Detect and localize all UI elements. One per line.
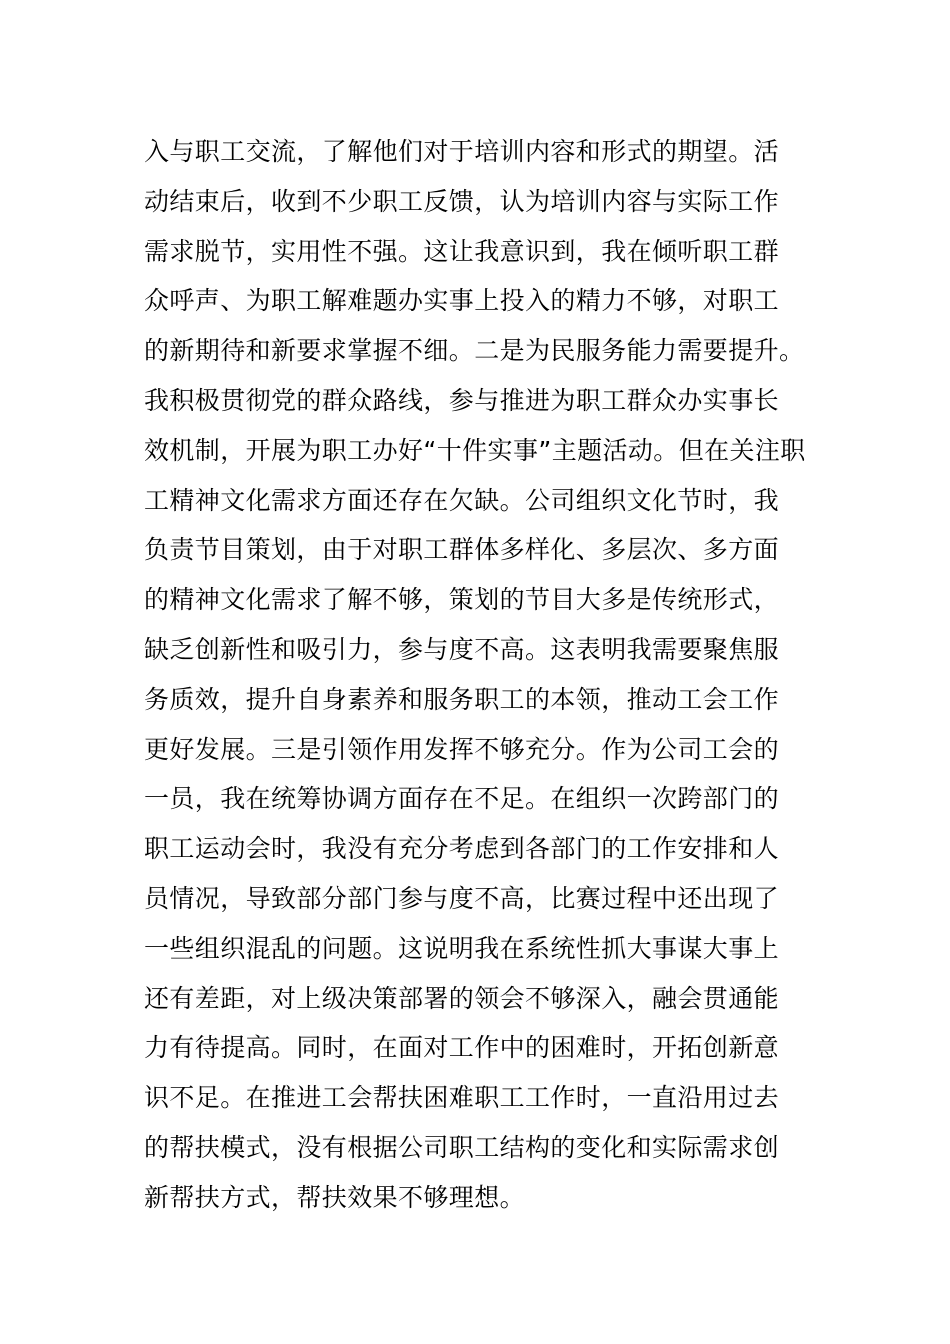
body-paragraph <box>144 127 824 1223</box>
text-line: 务质效，提升自身素养和服务职工的本领，推动工会工作 <box>144 684 780 714</box>
text-line: 更好发展。三是引领作用发挥不够充分。作为公司工会的 <box>144 734 780 764</box>
text-line: 工精神文化需求方面还存在欠缺。公司组织文化节时，我 <box>144 485 780 515</box>
text-line: 一些组织混乱的问题。这说明我在系统性抓大事谋大事上 <box>144 933 780 963</box>
text-line: 新帮扶方式，帮扶效果不够理想。 <box>144 1182 526 1212</box>
text-line: 还有差距，对上级决策部署的领会不够深入，融会贯通能 <box>144 983 780 1013</box>
text-line: 的帮扶模式，没有根据公司职工结构的变化和实际需求创 <box>144 1132 780 1162</box>
text-line: 缺乏创新性和吸引力，参与度不高。这表明我需要聚焦服 <box>144 634 780 664</box>
text-line: 我积极贯彻党的群众路线，参与推进为职工群众办实事长 <box>144 385 780 415</box>
text-line: 需求脱节，实用性不强。这让我意识到，我在倾听职工群 <box>144 236 780 266</box>
text-line: 识不足。在推进工会帮扶困难职工工作时，一直沿用过去 <box>144 1083 780 1113</box>
text-line: 的精神文化需求了解不够，策划的节目大多是传统形式， <box>144 585 780 615</box>
text-line: 入与职工交流，了解他们对于培训内容和形式的期望。活 <box>144 137 780 166</box>
text-line: 力有待提高。同时，在面对工作中的困难时，开拓创新意 <box>144 1033 780 1063</box>
text-line: 众呼声、为职工解难题办实事上投入的精力不够，对职工 <box>144 286 780 316</box>
text-line: 员情况，导致部分部门参与度不高，比赛过程中还出现了 <box>144 883 780 913</box>
text-line: 职工运动会时，我没有充分考虑到各部门的工作安排和人 <box>144 834 780 864</box>
text-line: 动结束后，收到不少职工反馈，认为培训内容与实际工作 <box>144 186 780 216</box>
text-line: 负责节目策划，由于对职工群体多样化、多层次、多方面 <box>144 535 780 565</box>
text-line: 的新期待和新要求掌握不细。二是为民服务能力需要提升。 <box>144 336 805 366</box>
text-line: 一员，我在统筹协调方面存在不足。在组织一次跨部门的 <box>144 784 780 814</box>
text-line: 效机制，开展为职工办好“十件实事”主题活动。但在关注职 <box>144 435 806 465</box>
